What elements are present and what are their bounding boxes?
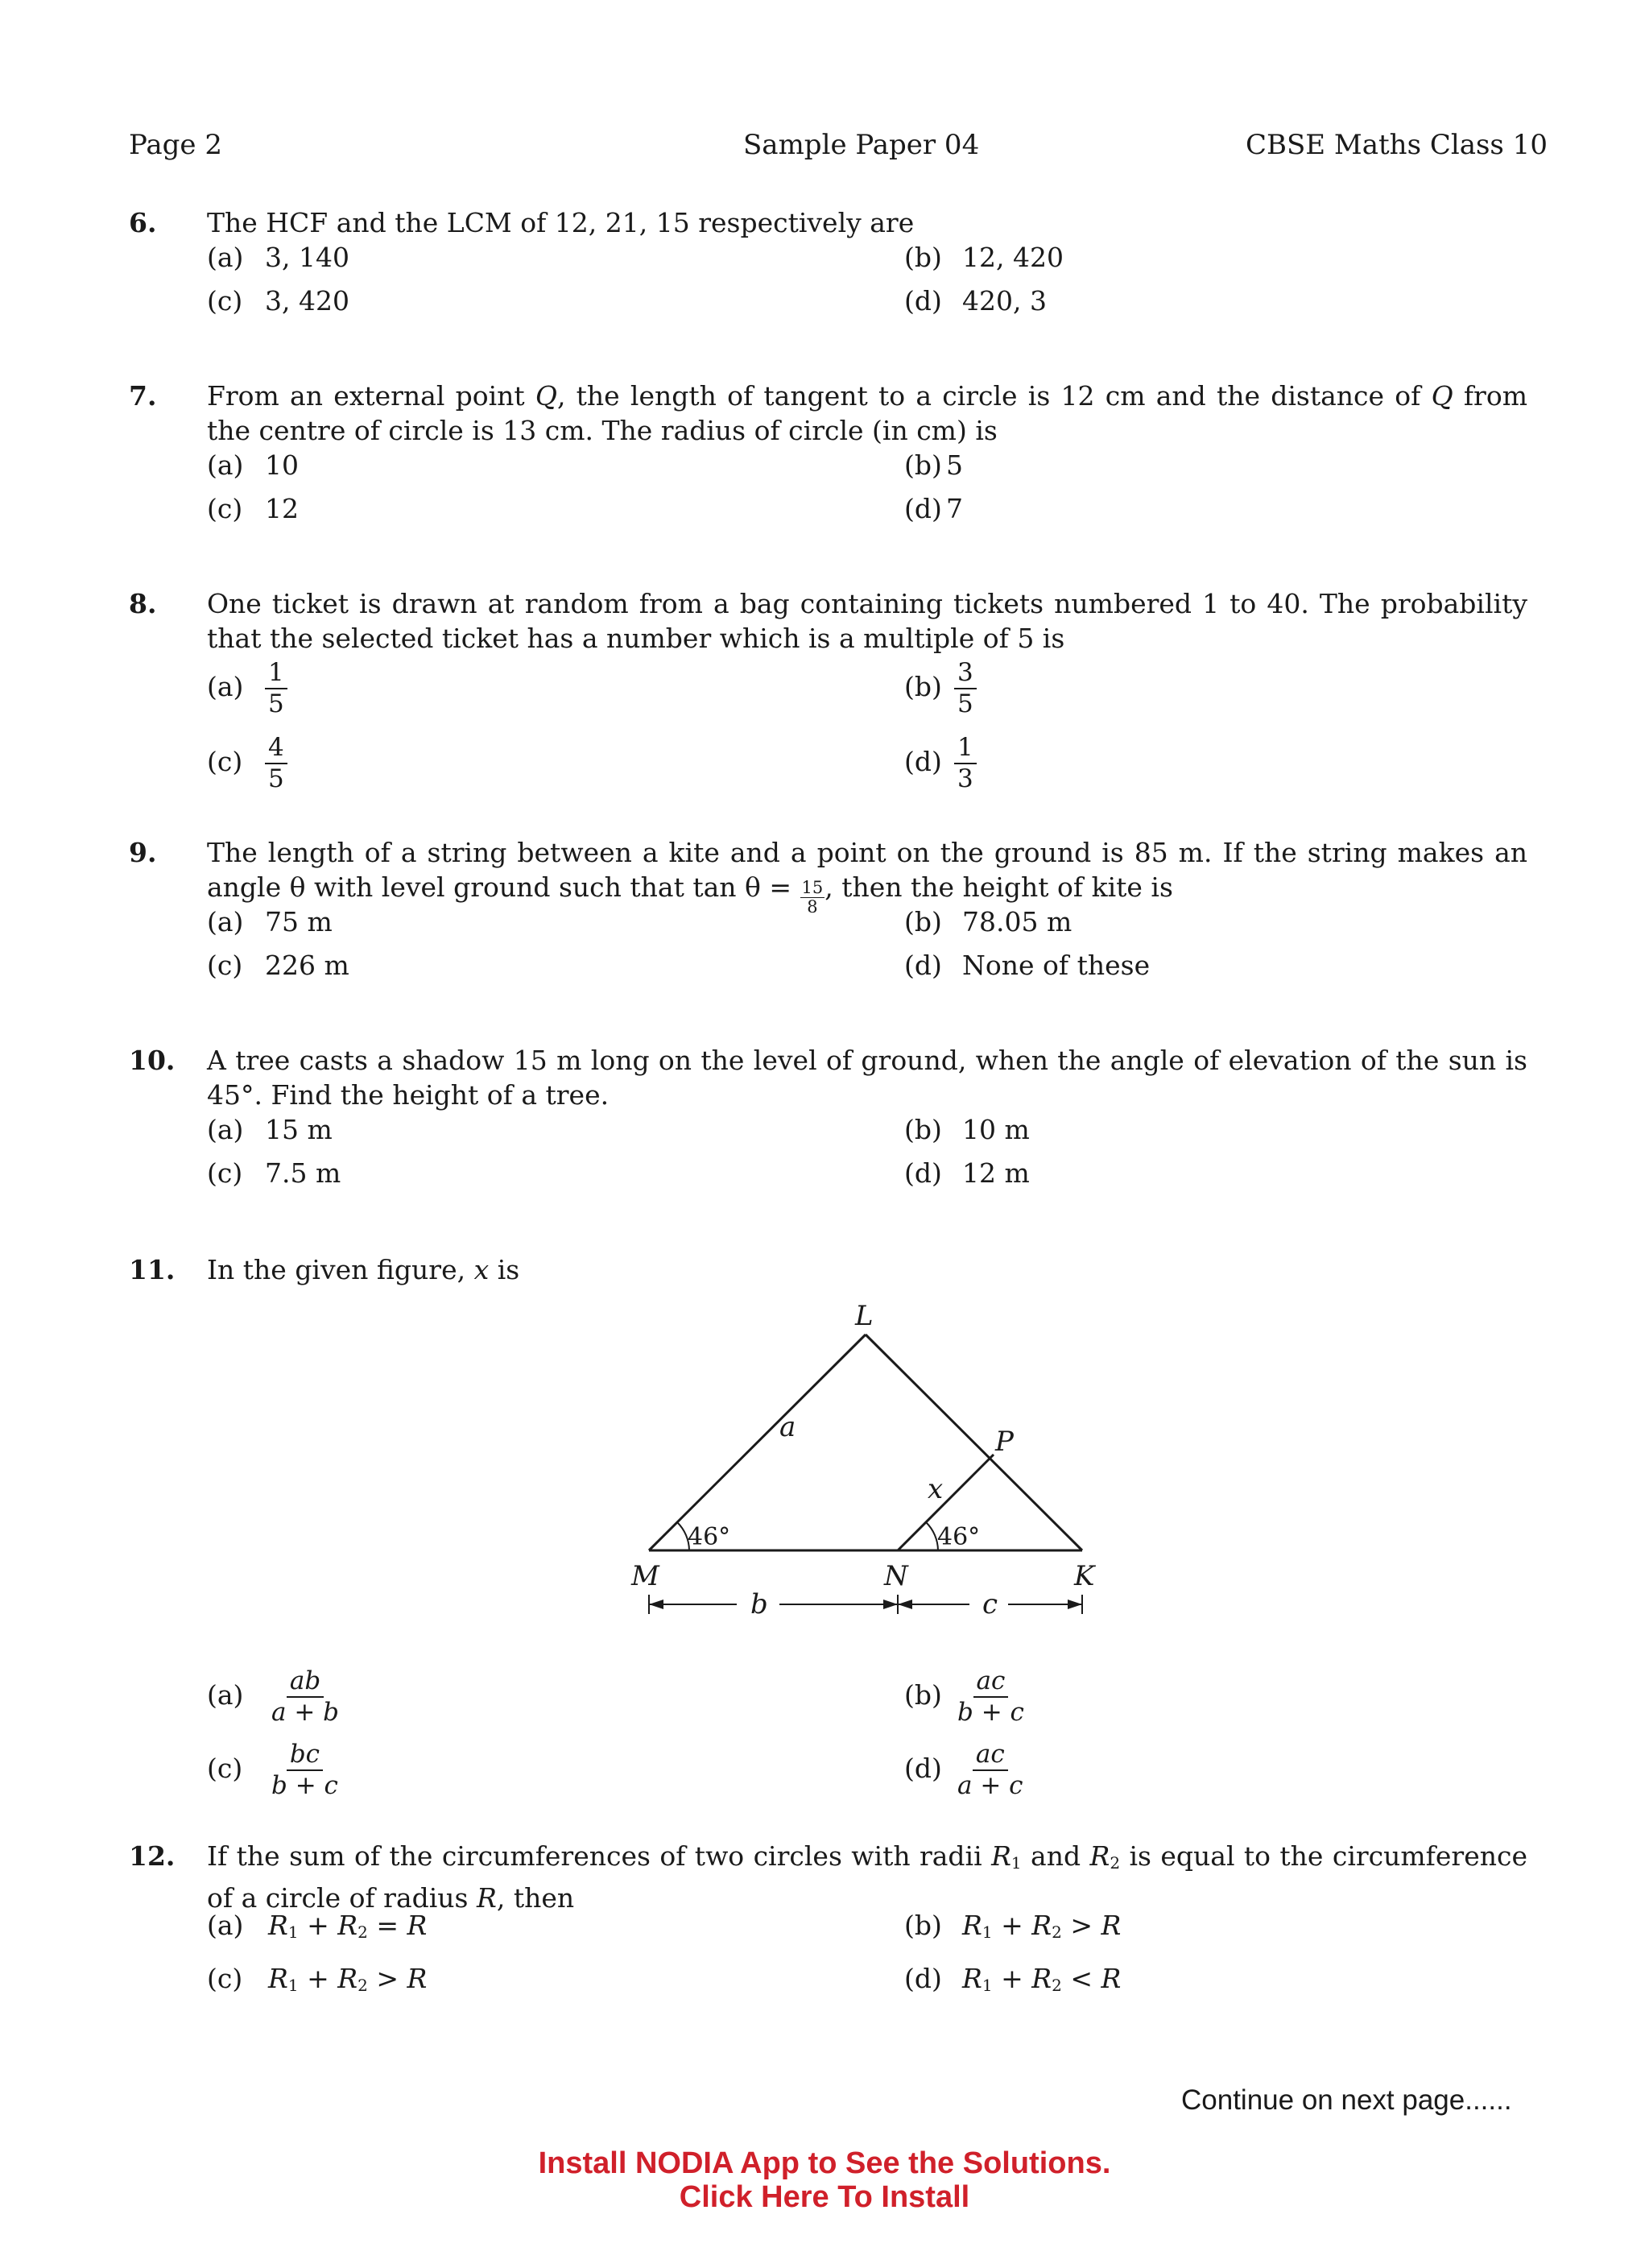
variable-r: R <box>1031 1963 1052 1994</box>
option-b[interactable] <box>904 660 977 717</box>
question-text: A tree casts a shadow 15 m long on the level of ground, when the angle of elevation of the sun is 45°. Find the height of a tree. <box>207 1045 1527 1111</box>
option-label: (c) <box>207 1963 243 1994</box>
q11-option-a[interactable] <box>207 1666 342 1727</box>
plus-sign: + <box>298 1963 338 1994</box>
question-number: 11. <box>129 1254 176 1285</box>
denominator: 5 <box>268 764 284 793</box>
vertex-label-l: L <box>855 1300 874 1332</box>
variable-r: R <box>1101 1963 1122 1994</box>
fraction <box>954 660 977 717</box>
option-text: 226 m <box>265 950 349 981</box>
vertex-label-n: N <box>884 1560 908 1592</box>
option-b[interactable] <box>904 1112 1030 1147</box>
option-label: (a) <box>207 449 244 481</box>
length-label-c: c <box>982 1588 998 1620</box>
option-label: (d) <box>904 1157 942 1189</box>
q11-option-b[interactable] <box>904 1666 1027 1727</box>
option-label: (c) <box>207 1753 243 1784</box>
option-a[interactable] <box>207 1112 333 1147</box>
paper-title: Sample Paper 04 <box>743 129 980 161</box>
option-text: 420, 3 <box>962 285 1047 317</box>
option-label: (b) <box>904 1910 942 1941</box>
denominator: b + c <box>957 1698 1024 1727</box>
option-label: (b) <box>904 242 942 273</box>
option-label: (d) <box>904 493 942 524</box>
option-a[interactable] <box>207 904 333 939</box>
option-text: 3, 420 <box>265 285 349 317</box>
fraction <box>265 735 287 792</box>
side-ml <box>649 1335 866 1550</box>
option-c[interactable] <box>207 735 287 792</box>
option-d[interactable] <box>904 948 1150 983</box>
option-d[interactable] <box>904 1961 1121 2003</box>
option-c[interactable] <box>207 1961 427 2003</box>
angle-arc-n <box>926 1522 938 1550</box>
text-part: From an external point <box>207 380 535 412</box>
question-text <box>207 835 1527 916</box>
option-label: (d) <box>904 285 942 317</box>
option-a[interactable] <box>207 660 287 717</box>
question-number: 6. <box>129 207 157 238</box>
variable-r: R <box>407 1910 428 1941</box>
option-b[interactable] <box>904 448 963 482</box>
variable-r: R <box>337 1963 358 1994</box>
option-text: 3, 140 <box>265 242 349 273</box>
fraction <box>265 660 287 717</box>
question-number: 9. <box>129 837 157 868</box>
angle-label-n: 46° <box>937 1523 981 1551</box>
text-part: , the length of tangent to a circle is 12 cm and the distance of <box>556 380 1432 412</box>
numerator: ab <box>287 1669 324 1698</box>
variable-r: R <box>268 1910 288 1941</box>
question-number: 10. <box>129 1045 176 1076</box>
fraction <box>268 1666 342 1727</box>
length-label-b: b <box>750 1588 768 1620</box>
length-label-x: x <box>928 1473 944 1505</box>
option-label: (b) <box>904 1679 942 1711</box>
option-label: (d) <box>904 1963 942 1994</box>
denominator: 8 <box>807 897 818 917</box>
variable-r: R <box>962 1910 982 1941</box>
option-label: (d) <box>904 1753 942 1784</box>
variable-r: R <box>337 1910 358 1941</box>
length-label-a: a <box>779 1411 796 1443</box>
text-part: is <box>489 1254 520 1285</box>
option-text: 10 <box>265 449 299 481</box>
option-label: (a) <box>207 906 244 937</box>
numerator: 1 <box>954 735 977 764</box>
option-text: 10 m <box>962 1114 1030 1145</box>
option-text: 12, 420 <box>962 242 1064 273</box>
fraction <box>268 1742 341 1798</box>
install-app-link[interactable] <box>0 2146 1649 2214</box>
denominator: 3 <box>957 764 973 793</box>
subscript: 1 <box>287 1922 299 1942</box>
option-text: 78.05 m <box>962 906 1072 937</box>
option-label: (a) <box>207 1910 244 1941</box>
variable-r: R <box>1031 1910 1052 1941</box>
option-label: (a) <box>207 1114 244 1145</box>
subscript: 1 <box>1010 1853 1022 1873</box>
relation: > <box>367 1963 407 1994</box>
numerator: 15 <box>801 878 824 897</box>
relation: = <box>367 1910 407 1941</box>
option-text: 12 <box>265 493 299 524</box>
fraction <box>954 1666 1027 1727</box>
option-label: (c) <box>207 493 243 524</box>
vertex-label-m: M <box>631 1560 659 1592</box>
text-part: and <box>1021 1840 1090 1872</box>
option-label: (c) <box>207 950 243 981</box>
option-label: (a) <box>207 1679 244 1711</box>
plus-sign: + <box>298 1910 338 1941</box>
question-text: One ticket is drawn at random from a bag containing tickets numbered 1 to 40. The probability that the selected ticket has a number which is a multiple of 5 is <box>207 588 1527 654</box>
option-label: (c) <box>207 1157 243 1189</box>
variable-r: R <box>1089 1840 1110 1872</box>
question-text <box>207 1839 1527 1915</box>
arrowhead <box>883 1600 898 1609</box>
vertex-label-p: P <box>995 1426 1014 1458</box>
question-text <box>207 379 1527 448</box>
install-line-1: Install NODIA App to See the Solutions. <box>538 2146 1111 2180</box>
continue-note: Continue on next page...... <box>1181 2084 1512 2116</box>
fraction <box>800 879 825 916</box>
denominator: a + b <box>271 1698 340 1727</box>
text-part: is equal to the circumference of a circle of radius <box>207 1840 1527 1914</box>
question-number: 12. <box>129 1840 176 1872</box>
page-number: Page 2 <box>129 129 222 161</box>
variable-x: x <box>473 1254 490 1285</box>
option-label: (a) <box>207 671 244 702</box>
question-number: 8. <box>129 588 157 619</box>
option-d[interactable] <box>904 491 963 526</box>
option-label: (c) <box>207 285 243 317</box>
option-c[interactable] <box>207 948 349 983</box>
option-label: (b) <box>904 906 942 937</box>
course-title: CBSE Maths Class 10 <box>1246 129 1548 161</box>
option-text: 75 m <box>265 906 333 937</box>
question-number: 7. <box>129 380 157 412</box>
numerator: 1 <box>265 660 287 689</box>
option-d[interactable] <box>904 735 977 792</box>
numerator: 3 <box>954 660 977 689</box>
variable-r: R <box>268 1963 288 1994</box>
option-a[interactable] <box>207 240 349 275</box>
install-line-2: Click Here To Install <box>679 2180 970 2214</box>
variable-q: Q <box>1431 380 1453 412</box>
option-text: 5 <box>946 449 963 481</box>
option-d[interactable] <box>904 1156 1030 1190</box>
option-text: None of these <box>962 950 1151 981</box>
q11-option-d[interactable] <box>904 1742 1027 1798</box>
plus-sign: + <box>992 1910 1032 1941</box>
option-text: 12 m <box>962 1157 1030 1189</box>
option-c[interactable] <box>207 1156 341 1190</box>
option-a[interactable] <box>207 1908 427 1950</box>
relation: < <box>1061 1963 1101 1994</box>
variable-r: R <box>962 1963 982 1994</box>
question-text: The HCF and the LCM of 12, 21, 15 respectively are <box>207 207 915 238</box>
denominator: b + c <box>271 1771 338 1800</box>
denominator: a + c <box>957 1771 1023 1800</box>
question-text <box>207 1252 1527 1287</box>
vertex-label-k: K <box>1074 1560 1095 1592</box>
variable-r: R <box>407 1963 428 1994</box>
text-part: , then the height of kite is <box>824 871 1173 903</box>
option-b[interactable] <box>904 904 1072 939</box>
denominator: 5 <box>957 689 973 718</box>
option-label: (d) <box>904 746 942 777</box>
option-c[interactable] <box>207 284 349 318</box>
subscript: 1 <box>287 1976 299 1995</box>
arrowhead <box>898 1600 912 1609</box>
option-label: (b) <box>904 1114 942 1145</box>
option-label: (d) <box>904 950 942 981</box>
fraction <box>954 735 977 792</box>
text-part: In the given figure, <box>207 1254 474 1285</box>
option-b[interactable] <box>904 240 1064 275</box>
subscript: 2 <box>357 1922 368 1942</box>
subscript: 2 <box>1110 1853 1121 1873</box>
variable-q: Q <box>535 380 557 412</box>
arrowhead <box>649 1600 663 1609</box>
variable-r: R <box>1101 1910 1122 1941</box>
triangle-figure <box>596 1293 1111 1631</box>
subscript: 1 <box>982 1922 993 1942</box>
subscript: 2 <box>357 1976 368 1995</box>
variable-r: R <box>476 1882 497 1914</box>
option-text: 7 <box>946 493 963 524</box>
option-label: (b) <box>904 671 942 702</box>
subscript: 2 <box>1052 1976 1062 1995</box>
option-label: (c) <box>207 746 243 777</box>
side-lk <box>866 1335 1082 1550</box>
plus-sign: + <box>992 1963 1032 1994</box>
option-label: (b) <box>904 449 942 481</box>
numerator: ac <box>973 1742 1008 1771</box>
option-c[interactable] <box>207 491 299 526</box>
angle-label-m: 46° <box>688 1523 731 1551</box>
numerator: 4 <box>265 735 287 764</box>
subscript: 1 <box>982 1976 993 1995</box>
fraction <box>954 1742 1027 1798</box>
option-text: 15 m <box>265 1114 333 1145</box>
denominator: 5 <box>268 689 284 718</box>
arrowhead <box>1068 1600 1082 1609</box>
text-part: , then <box>496 1882 575 1914</box>
numerator: ac <box>973 1669 1009 1698</box>
option-a[interactable] <box>207 448 299 482</box>
text-part: from the centre of circle is 13 cm. The radius of circle (in cm) is <box>207 380 1527 446</box>
text-part: If the sum of the circumferences of two circles with radii <box>207 1840 992 1872</box>
variable-r: R <box>991 1840 1011 1872</box>
numerator: bc <box>287 1742 323 1771</box>
q11-option-c[interactable] <box>207 1742 341 1798</box>
option-label: (a) <box>207 242 244 273</box>
relation: > <box>1061 1910 1101 1941</box>
option-b[interactable] <box>904 1908 1121 1950</box>
subscript: 2 <box>1052 1922 1062 1942</box>
option-d[interactable] <box>904 284 1047 318</box>
option-text: 7.5 m <box>265 1157 341 1189</box>
text-part: The length of a string between a kite and a point on the ground is 85 m. If the string makes an angle θ with level ground such that tan θ = <box>207 837 1527 903</box>
